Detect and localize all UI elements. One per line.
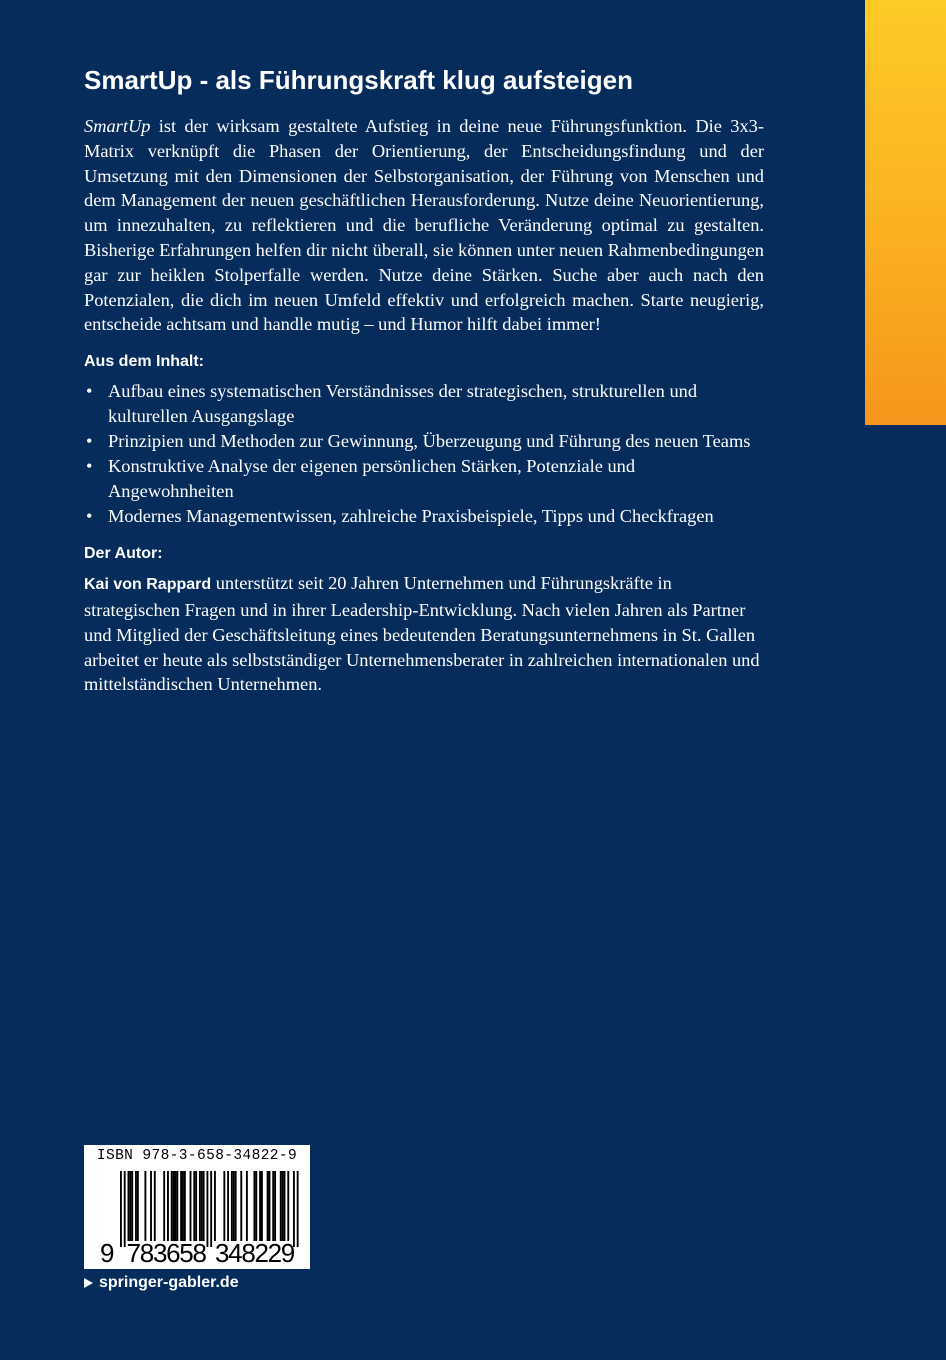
barcode-digit: 3 (152, 1238, 168, 1268)
barcode-bar (246, 1171, 248, 1241)
barcode-bar (231, 1171, 233, 1241)
barcode-bar (210, 1171, 212, 1247)
barcode-digit: 2 (267, 1238, 283, 1268)
barcode-bar (131, 1171, 133, 1241)
barcode-bar (287, 1171, 289, 1241)
barcode-bar (135, 1171, 137, 1241)
publisher-link[interactable] (84, 1272, 239, 1294)
barcode-digit: 8 (241, 1238, 256, 1268)
barcode-bar (227, 1171, 229, 1241)
contents-list (84, 379, 764, 529)
barcode-bar (267, 1171, 269, 1241)
barcode-bar (129, 1171, 131, 1241)
bullet: • (86, 506, 93, 527)
barcode-bar (184, 1171, 186, 1241)
barcode-bar (137, 1171, 139, 1241)
barcode-bar (128, 1171, 130, 1241)
barcode-bar (193, 1171, 195, 1241)
barcode-digit: 6 (166, 1238, 181, 1268)
barcode-bar (274, 1171, 276, 1241)
contents-heading: Aus dem Inhalt: (84, 353, 205, 371)
barcode-bar (175, 1171, 177, 1241)
barcode-bar (180, 1171, 182, 1241)
author-paragraph (84, 571, 764, 697)
barcode-bar (176, 1171, 178, 1241)
barcode-bar (269, 1171, 271, 1241)
bullet: • (86, 456, 93, 477)
barcode-bar (272, 1171, 274, 1241)
barcode-bar (297, 1171, 299, 1247)
back-cover-content (84, 62, 764, 697)
barcode-digit: 2 (254, 1238, 269, 1268)
blurb-text: ist der wirksam gestaltete Aufstieg in deine neue Führungsfunktion. Die 3x3-Matrix verknüpft die Phasen der Orientierung, der Entscheidungsfindung und der Umsetzung mit den Dimensionen der Selbstorganisation, der Führung von Menschen und dem Management der neuen geschäftlichen Herausforderung. Nutze deine Neuorientierung, um innezuhalten, zu reflektieren und die berufliche Veränderung optimal zu gestalten. Bisherige Erfahrungen helfen dir nicht überall, sie können unter neuen Rahmenbedingungen gar zur heiklen Stolperfalle werden. Nutze deine Stärken. Suche aber auch nach den Potenzialen, die dich im neuen Umfeld effektiv und erfolgreich machen. Starte neugierig, entscheide achtsam und handle mutig – und Humor hilft dabei immer! (84, 116, 764, 335)
publisher-url: springer-gabler.de (99, 1274, 239, 1291)
barcode-bar (199, 1171, 201, 1241)
barcode-bar (282, 1171, 284, 1241)
barcode-bar (261, 1171, 263, 1241)
barcode-bar (195, 1171, 197, 1241)
barcode-digit: 4 (228, 1238, 243, 1268)
barcode-bar (293, 1171, 295, 1247)
barcode-bar (206, 1171, 208, 1247)
contents-item: • Modernes Managementwissen, zahlreiche Praxisbeispiele, Tipps und Checkfragen (84, 504, 764, 529)
book-title: SmartUp - als Führungskraft klug aufsteigen (84, 65, 633, 95)
barcode-bar (124, 1171, 126, 1247)
barcode-bar (182, 1171, 184, 1241)
bullet: • (86, 381, 93, 402)
barcode-digit: 3 (215, 1238, 230, 1268)
bullet: • (86, 431, 93, 452)
barcode-bar (235, 1171, 237, 1241)
barcode-bar (150, 1171, 152, 1241)
barcode-digit: 7 (126, 1238, 142, 1268)
barcode-bar (284, 1171, 286, 1241)
isbn-label: ISBN 978-3-658-34822-9 (96, 1148, 298, 1164)
barcode-bar (167, 1171, 169, 1241)
author-heading: Der Autor: (84, 545, 163, 563)
barcode-bar (201, 1171, 203, 1241)
barcode-bar (233, 1171, 235, 1241)
contents-item: • Prinzipien und Methoden zur Gewinnung, Überzeugung und Führung des neuen Teams (84, 429, 764, 454)
author-name: Kai von Rappard (84, 576, 212, 594)
author-bio: unterstützt seit 20 Jahren Unternehmen und Führungskräfte in strategischen Fragen und in ihrer Leadership-Entwicklung. Nach vielen Jahren als Partner und Mitglied der Geschäftsleitung eines bedeutenden Beratungsunternehmens in St. Gallen arbeitet er heute als selbstständiger Unternehmensberater in zahlreichen internationalen und mittelständischen Unternehmen. (84, 573, 760, 695)
barcode-digit: 9 (100, 1238, 115, 1268)
arrow-right-icon (84, 1278, 93, 1288)
barcode-bar (173, 1171, 175, 1241)
isbn-barcode (84, 1145, 310, 1269)
barcode-bar (120, 1171, 122, 1247)
blurb-paragraph (84, 114, 764, 337)
barcode-bar (171, 1171, 173, 1241)
barcode-bar (203, 1171, 205, 1241)
barcode-bar (240, 1171, 242, 1241)
barcode-bar (223, 1171, 225, 1241)
barcode-bar (163, 1171, 165, 1241)
contents-item: • Aufbau eines systematischen Verständnisses der strategischen, strukturellen und kulturellen Ausgangslage (86, 381, 698, 427)
barcode-digit: 5 (179, 1238, 194, 1268)
barcode-bar (214, 1171, 216, 1241)
barcode-bar (190, 1171, 192, 1241)
barcode-bar (255, 1171, 257, 1241)
orange-accent-bar (865, 0, 946, 425)
barcode-bar (154, 1171, 156, 1241)
barcode-bar (253, 1171, 255, 1241)
barcode-digit: 9 (280, 1238, 296, 1268)
barcode-digit: 8 (139, 1238, 155, 1268)
contents-item: • Konstruktive Analyse der eigenen persönlichen Stärken, Potenziale und Angewohnheiten (86, 456, 636, 502)
barcode-bar (144, 1171, 146, 1241)
barcode-bar (259, 1171, 261, 1241)
barcode-digit: 8 (192, 1238, 207, 1268)
blurb-lead: SmartUp (84, 116, 151, 136)
barcode-bar (280, 1171, 282, 1241)
